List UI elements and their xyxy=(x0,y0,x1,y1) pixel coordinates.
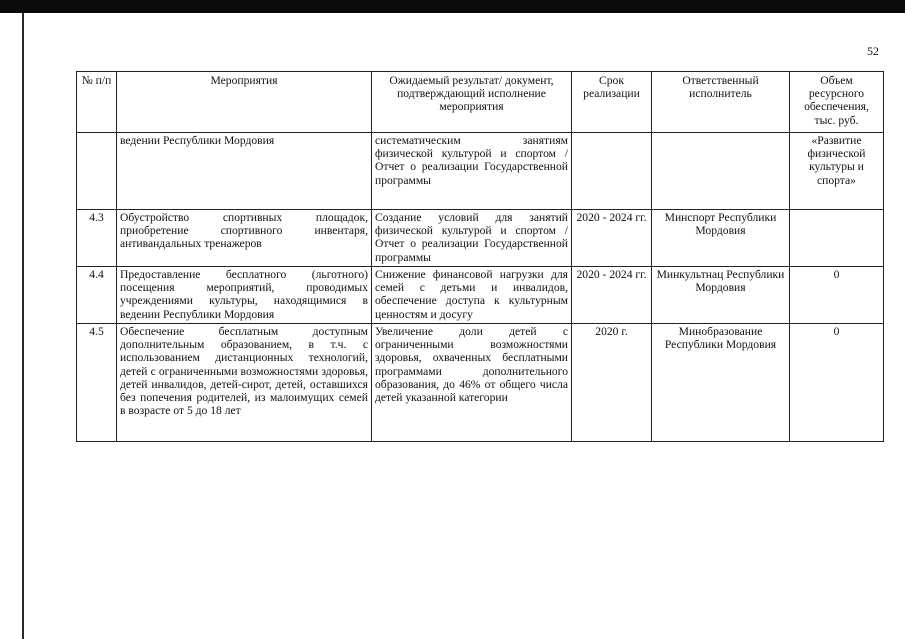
table-row xyxy=(77,267,884,324)
scan-left-edge xyxy=(22,13,24,639)
header-activity: Мероприятия xyxy=(117,72,372,133)
cell-term: 2020 г. xyxy=(572,324,652,442)
scan-top-border xyxy=(0,0,905,13)
cell-result: систематическим занятиям физической культурой и спортом / Отчет о реализации Государственной программы xyxy=(372,133,572,210)
cell-activity: ведении Республики Мордовия xyxy=(117,133,372,210)
cell-activity: Предоставление бесплатного (льготного) посещения мероприятий, проводимых учреждениями культуры, находящимися в ведении Республики Мордовия xyxy=(117,267,372,324)
header-num: № п/п xyxy=(77,72,117,133)
cell-num xyxy=(77,133,117,210)
header-result: Ожидаемый результат/ документ, подтверждающий исполнение мероприятия xyxy=(372,72,572,133)
cell-volume: «Развитие физической культуры и спорта» xyxy=(790,133,884,210)
cell-responsible xyxy=(652,133,790,210)
page-number: 52 xyxy=(867,44,879,58)
cell-activity: Обеспечение бесплатным доступным дополнительным образованием, в т.ч. с использованием дистанционных технологий, детей с ограниченными возможностями здоровья, детей инвалидов, детей-сирот, детей, оставшихся без попечения родителей, из малоимущих семей в возрасте от 5 до 18 лет xyxy=(117,324,372,442)
cell-activity: Обустройство спортивных площадок, приобретение спортивного инвентаря, антивандальных тренажеров xyxy=(117,210,372,267)
cell-term: 2020 - 2024 гг. xyxy=(572,267,652,324)
cell-result: Создание условий для занятий физической культурой и спортом / Отчет о реализации Государственной программы xyxy=(372,210,572,267)
table-row xyxy=(77,133,884,210)
header-term: Срок реализации xyxy=(572,72,652,133)
cell-responsible: Минобразование Республики Мордовия xyxy=(652,324,790,442)
activities-table xyxy=(76,71,884,442)
cell-responsible: Минкультнац Республики Мордовия xyxy=(652,267,790,324)
cell-term xyxy=(572,133,652,210)
cell-num: 4.4 xyxy=(77,267,117,324)
cell-volume: 0 xyxy=(790,324,884,442)
header-volume: Объем ресурсного обеспечения, тыс. руб. xyxy=(790,72,884,133)
cell-volume: 0 xyxy=(790,267,884,324)
cell-volume xyxy=(790,210,884,267)
cell-num: 4.3 xyxy=(77,210,117,267)
header-responsible: Ответственный исполнитель xyxy=(652,72,790,133)
cell-responsible: Минспорт Республики Мордовия xyxy=(652,210,790,267)
table-row xyxy=(77,210,884,267)
cell-result: Увеличение доли детей с ограниченными возможностями здоровья, охваченных бесплатными программами дополнительного образования, до 46% от общего числа детей указанной категории xyxy=(372,324,572,442)
cell-num: 4.5 xyxy=(77,324,117,442)
table-row xyxy=(77,324,884,442)
cell-term: 2020 - 2024 гг. xyxy=(572,210,652,267)
cell-result: Снижение финансовой нагрузки для семей с детьми и инвалидов, обеспечение доступа к культурным ценностям и досугу xyxy=(372,267,572,324)
table-header-row xyxy=(77,72,884,133)
